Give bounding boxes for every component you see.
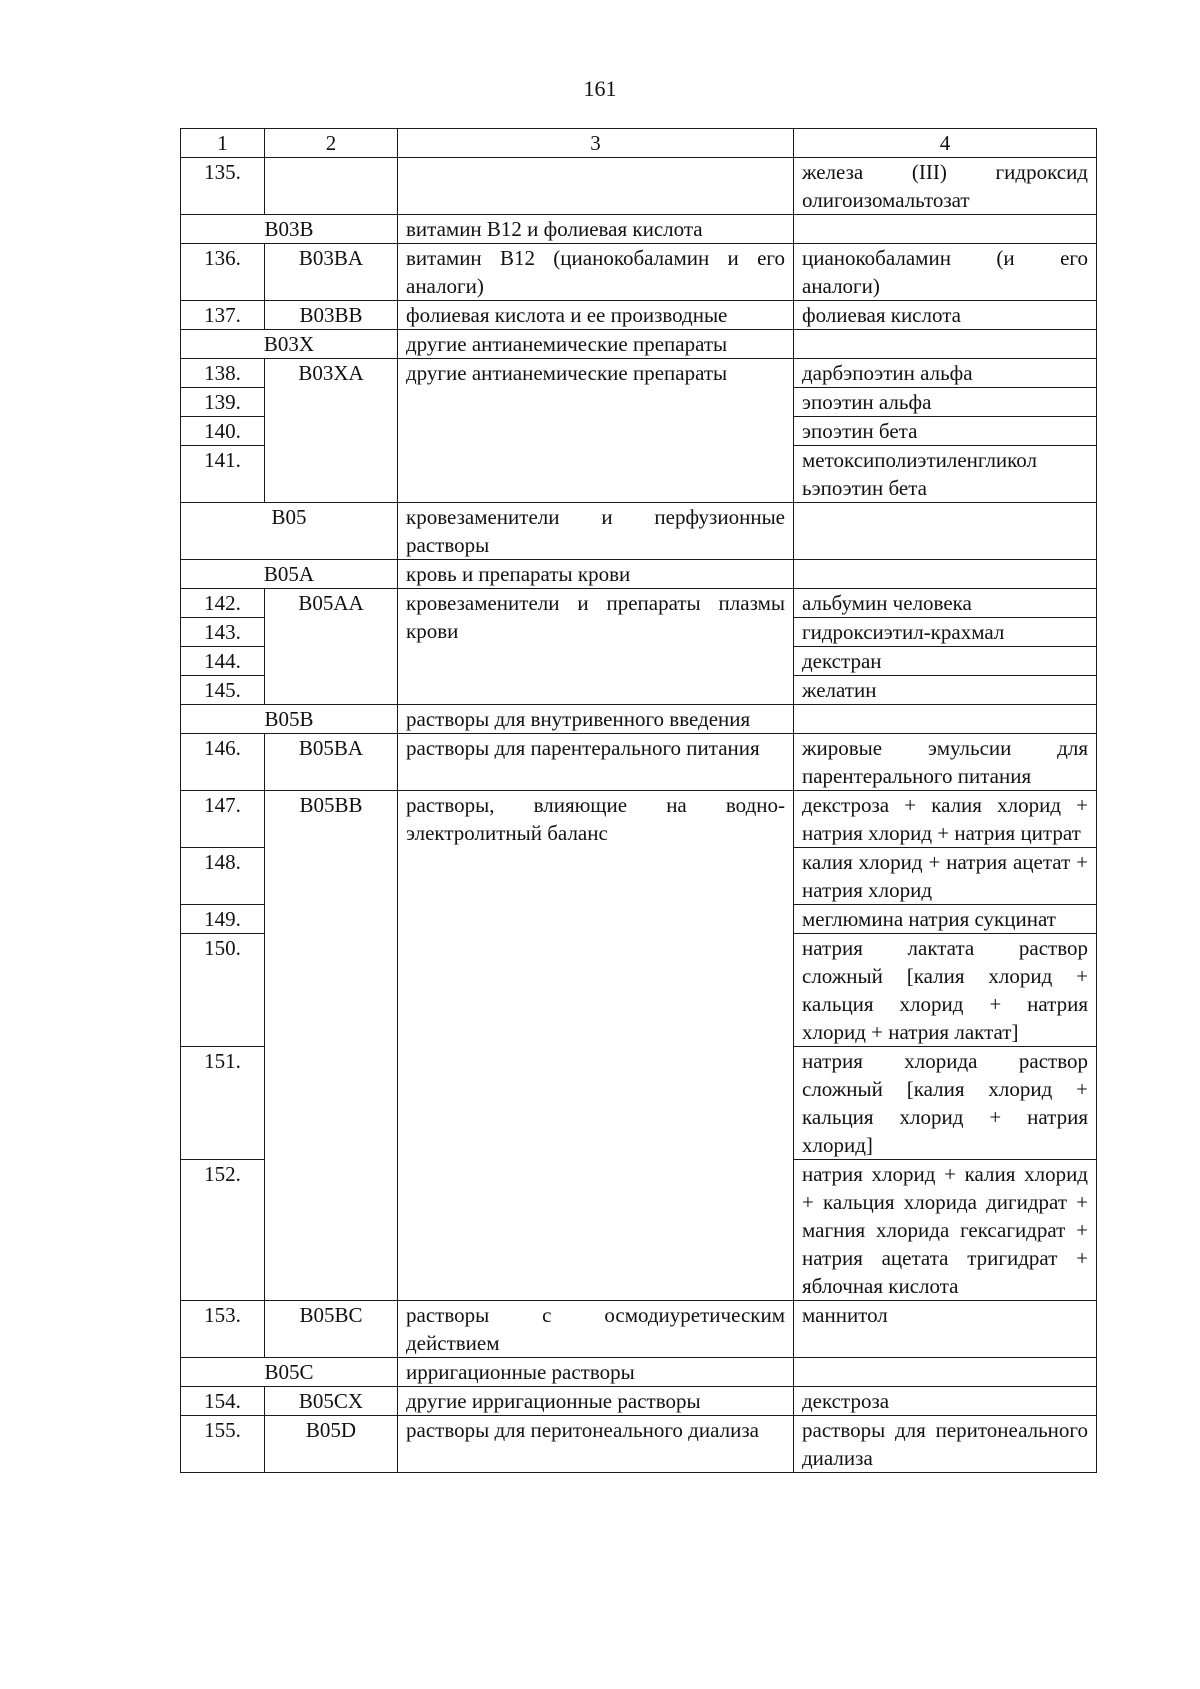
table-row xyxy=(181,244,1097,301)
atc-code-cell: B05BA xyxy=(265,734,398,791)
table-header-row xyxy=(181,129,1097,158)
drug-name-cell: растворы для перитонеального диализа xyxy=(794,1416,1097,1473)
row-number-cell: 151. xyxy=(181,1047,265,1160)
group-name-cell: ирригационные растворы xyxy=(398,1358,794,1387)
row-number-cell: 137. xyxy=(181,301,265,330)
drug-name-cell: желатин xyxy=(794,676,1097,705)
row-number-cell: 144. xyxy=(181,647,265,676)
drug-name-cell: декстран xyxy=(794,647,1097,676)
atc-code-cell: B05D xyxy=(265,1416,398,1473)
page-number: 161 xyxy=(583,76,617,101)
drug-name-cell: декстроза xyxy=(794,1387,1097,1416)
drug-name-cell: фолиевая кислота xyxy=(794,301,1097,330)
group-name-cell: другие антианемические препараты xyxy=(398,359,794,503)
group-row xyxy=(181,215,1097,244)
atc-code-cell: B05BC xyxy=(265,1301,398,1358)
group-name-cell: растворы с осмодиуретическим действием xyxy=(398,1301,794,1358)
atc-code-cell: B05CX xyxy=(265,1387,398,1416)
row-number-cell: 139. xyxy=(181,388,265,417)
row-number-cell: 145. xyxy=(181,676,265,705)
row-number-cell: 136. xyxy=(181,244,265,301)
group-name-cell: растворы для парентерального питания xyxy=(398,734,794,791)
drug-table xyxy=(180,128,1097,1473)
drug-name-cell: альбумин человека xyxy=(794,589,1097,618)
table-row xyxy=(181,791,1097,848)
row-number-cell: 150. xyxy=(181,934,265,1047)
group-row xyxy=(181,330,1097,359)
row-number-cell: 146. xyxy=(181,734,265,791)
table-row xyxy=(181,158,1097,215)
row-number-cell: 140. xyxy=(181,417,265,446)
group-name-cell: растворы для внутривенного введения xyxy=(398,705,794,734)
table-row xyxy=(181,359,1097,388)
drug-name-cell: маннитол xyxy=(794,1301,1097,1358)
table-row xyxy=(181,734,1097,791)
row-number-cell: 138. xyxy=(181,359,265,388)
group-name-cell: фолиевая кислота и ее производные xyxy=(398,301,794,330)
table-row xyxy=(181,301,1097,330)
atc-code-cell: B03XA xyxy=(265,359,398,503)
atc-code-cell: B03BB xyxy=(265,301,398,330)
row-number-cell: 143. xyxy=(181,618,265,647)
drug-name-cell xyxy=(794,330,1097,359)
atc-code-cell xyxy=(265,158,398,215)
column-header-4: 4 xyxy=(794,129,1097,158)
group-name-cell xyxy=(398,158,794,215)
row-number-cell: 142. xyxy=(181,589,265,618)
group-row xyxy=(181,705,1097,734)
drug-name-cell: метоксиполиэтиленгликол ьэпоэтин бета xyxy=(794,446,1097,503)
column-header-2: 2 xyxy=(265,129,398,158)
group-row xyxy=(181,560,1097,589)
drug-name-cell: эпоэтин бета xyxy=(794,417,1097,446)
group-name-cell: другие ирригационные растворы xyxy=(398,1387,794,1416)
drug-name-cell: натрия хлорид + калия хлорид + кальция хлорида дигидрат + магния хлорида гексагидрат + натрия ацетата тригидрат + яблочная кислота xyxy=(794,1160,1097,1301)
drug-name-cell: гидроксиэтил-крахмал xyxy=(794,618,1097,647)
drug-name-cell xyxy=(794,560,1097,589)
group-row xyxy=(181,1358,1097,1387)
group-code-cell: B05B xyxy=(181,705,398,734)
group-name-cell: кровезаменители и перфузионные растворы xyxy=(398,503,794,560)
drug-name-cell: натрия хлорида раствор сложный [калия хлорид + кальция хлорид + натрия хлорид] xyxy=(794,1047,1097,1160)
drug-name-cell: эпоэтин альфа xyxy=(794,388,1097,417)
group-code-cell: B05A xyxy=(181,560,398,589)
group-name-cell: витамин B12 (цианокобаламин и его аналоги) xyxy=(398,244,794,301)
group-name-cell: кровь и препараты крови xyxy=(398,560,794,589)
atc-code-cell: B03BA xyxy=(265,244,398,301)
drug-name-cell: цианокобаламин (и его аналоги) xyxy=(794,244,1097,301)
drug-table-body xyxy=(181,129,1097,1473)
group-code-cell: B05C xyxy=(181,1358,398,1387)
group-name-cell: растворы, влияющие на водно-электролитный баланс xyxy=(398,791,794,1301)
row-number-cell: 154. xyxy=(181,1387,265,1416)
table-row xyxy=(181,1301,1097,1358)
drug-name-cell: железа (III) гидроксид олигоизомальтозат xyxy=(794,158,1097,215)
table-row xyxy=(181,1387,1097,1416)
drug-name-cell xyxy=(794,503,1097,560)
row-number-cell: 152. xyxy=(181,1160,265,1301)
column-header-3: 3 xyxy=(398,129,794,158)
atc-code-cell: B05BB xyxy=(265,791,398,1301)
drug-name-cell xyxy=(794,1358,1097,1387)
group-code-cell: B03B xyxy=(181,215,398,244)
drug-name-cell: калия хлорид + натрия ацетат + натрия хлорид xyxy=(794,848,1097,905)
row-number-cell: 155. xyxy=(181,1416,265,1473)
atc-code-cell: B05AA xyxy=(265,589,398,705)
drug-name-cell: жировые эмульсии для парентерального питания xyxy=(794,734,1097,791)
drug-name-cell xyxy=(794,215,1097,244)
table-row xyxy=(181,589,1097,618)
group-name-cell: витамин B12 и фолиевая кислота xyxy=(398,215,794,244)
row-number-cell: 135. xyxy=(181,158,265,215)
group-code-cell: B03X xyxy=(181,330,398,359)
group-row xyxy=(181,503,1097,560)
group-name-cell: другие антианемические препараты xyxy=(398,330,794,359)
group-name-cell: кровезаменители и препараты плазмы крови xyxy=(398,589,794,705)
drug-name-cell: декстроза + калия хлорид + натрия хлорид + натрия цитрат xyxy=(794,791,1097,848)
group-name-cell: растворы для перитонеального диализа xyxy=(398,1416,794,1473)
drug-name-cell: меглюмина натрия сукцинат xyxy=(794,905,1097,934)
row-number-cell: 148. xyxy=(181,848,265,905)
row-number-cell: 147. xyxy=(181,791,265,848)
drug-name-cell xyxy=(794,705,1097,734)
table-row xyxy=(181,1416,1097,1473)
row-number-cell: 153. xyxy=(181,1301,265,1358)
drug-name-cell: дарбэпоэтин альфа xyxy=(794,359,1097,388)
group-code-cell: B05 xyxy=(181,503,398,560)
row-number-cell: 141. xyxy=(181,446,265,503)
drug-name-cell: натрия лактата раствор сложный [калия хлорид + кальция хлорид + натрия хлорид + натрия лактат] xyxy=(794,934,1097,1047)
column-header-1: 1 xyxy=(181,129,265,158)
row-number-cell: 149. xyxy=(181,905,265,934)
